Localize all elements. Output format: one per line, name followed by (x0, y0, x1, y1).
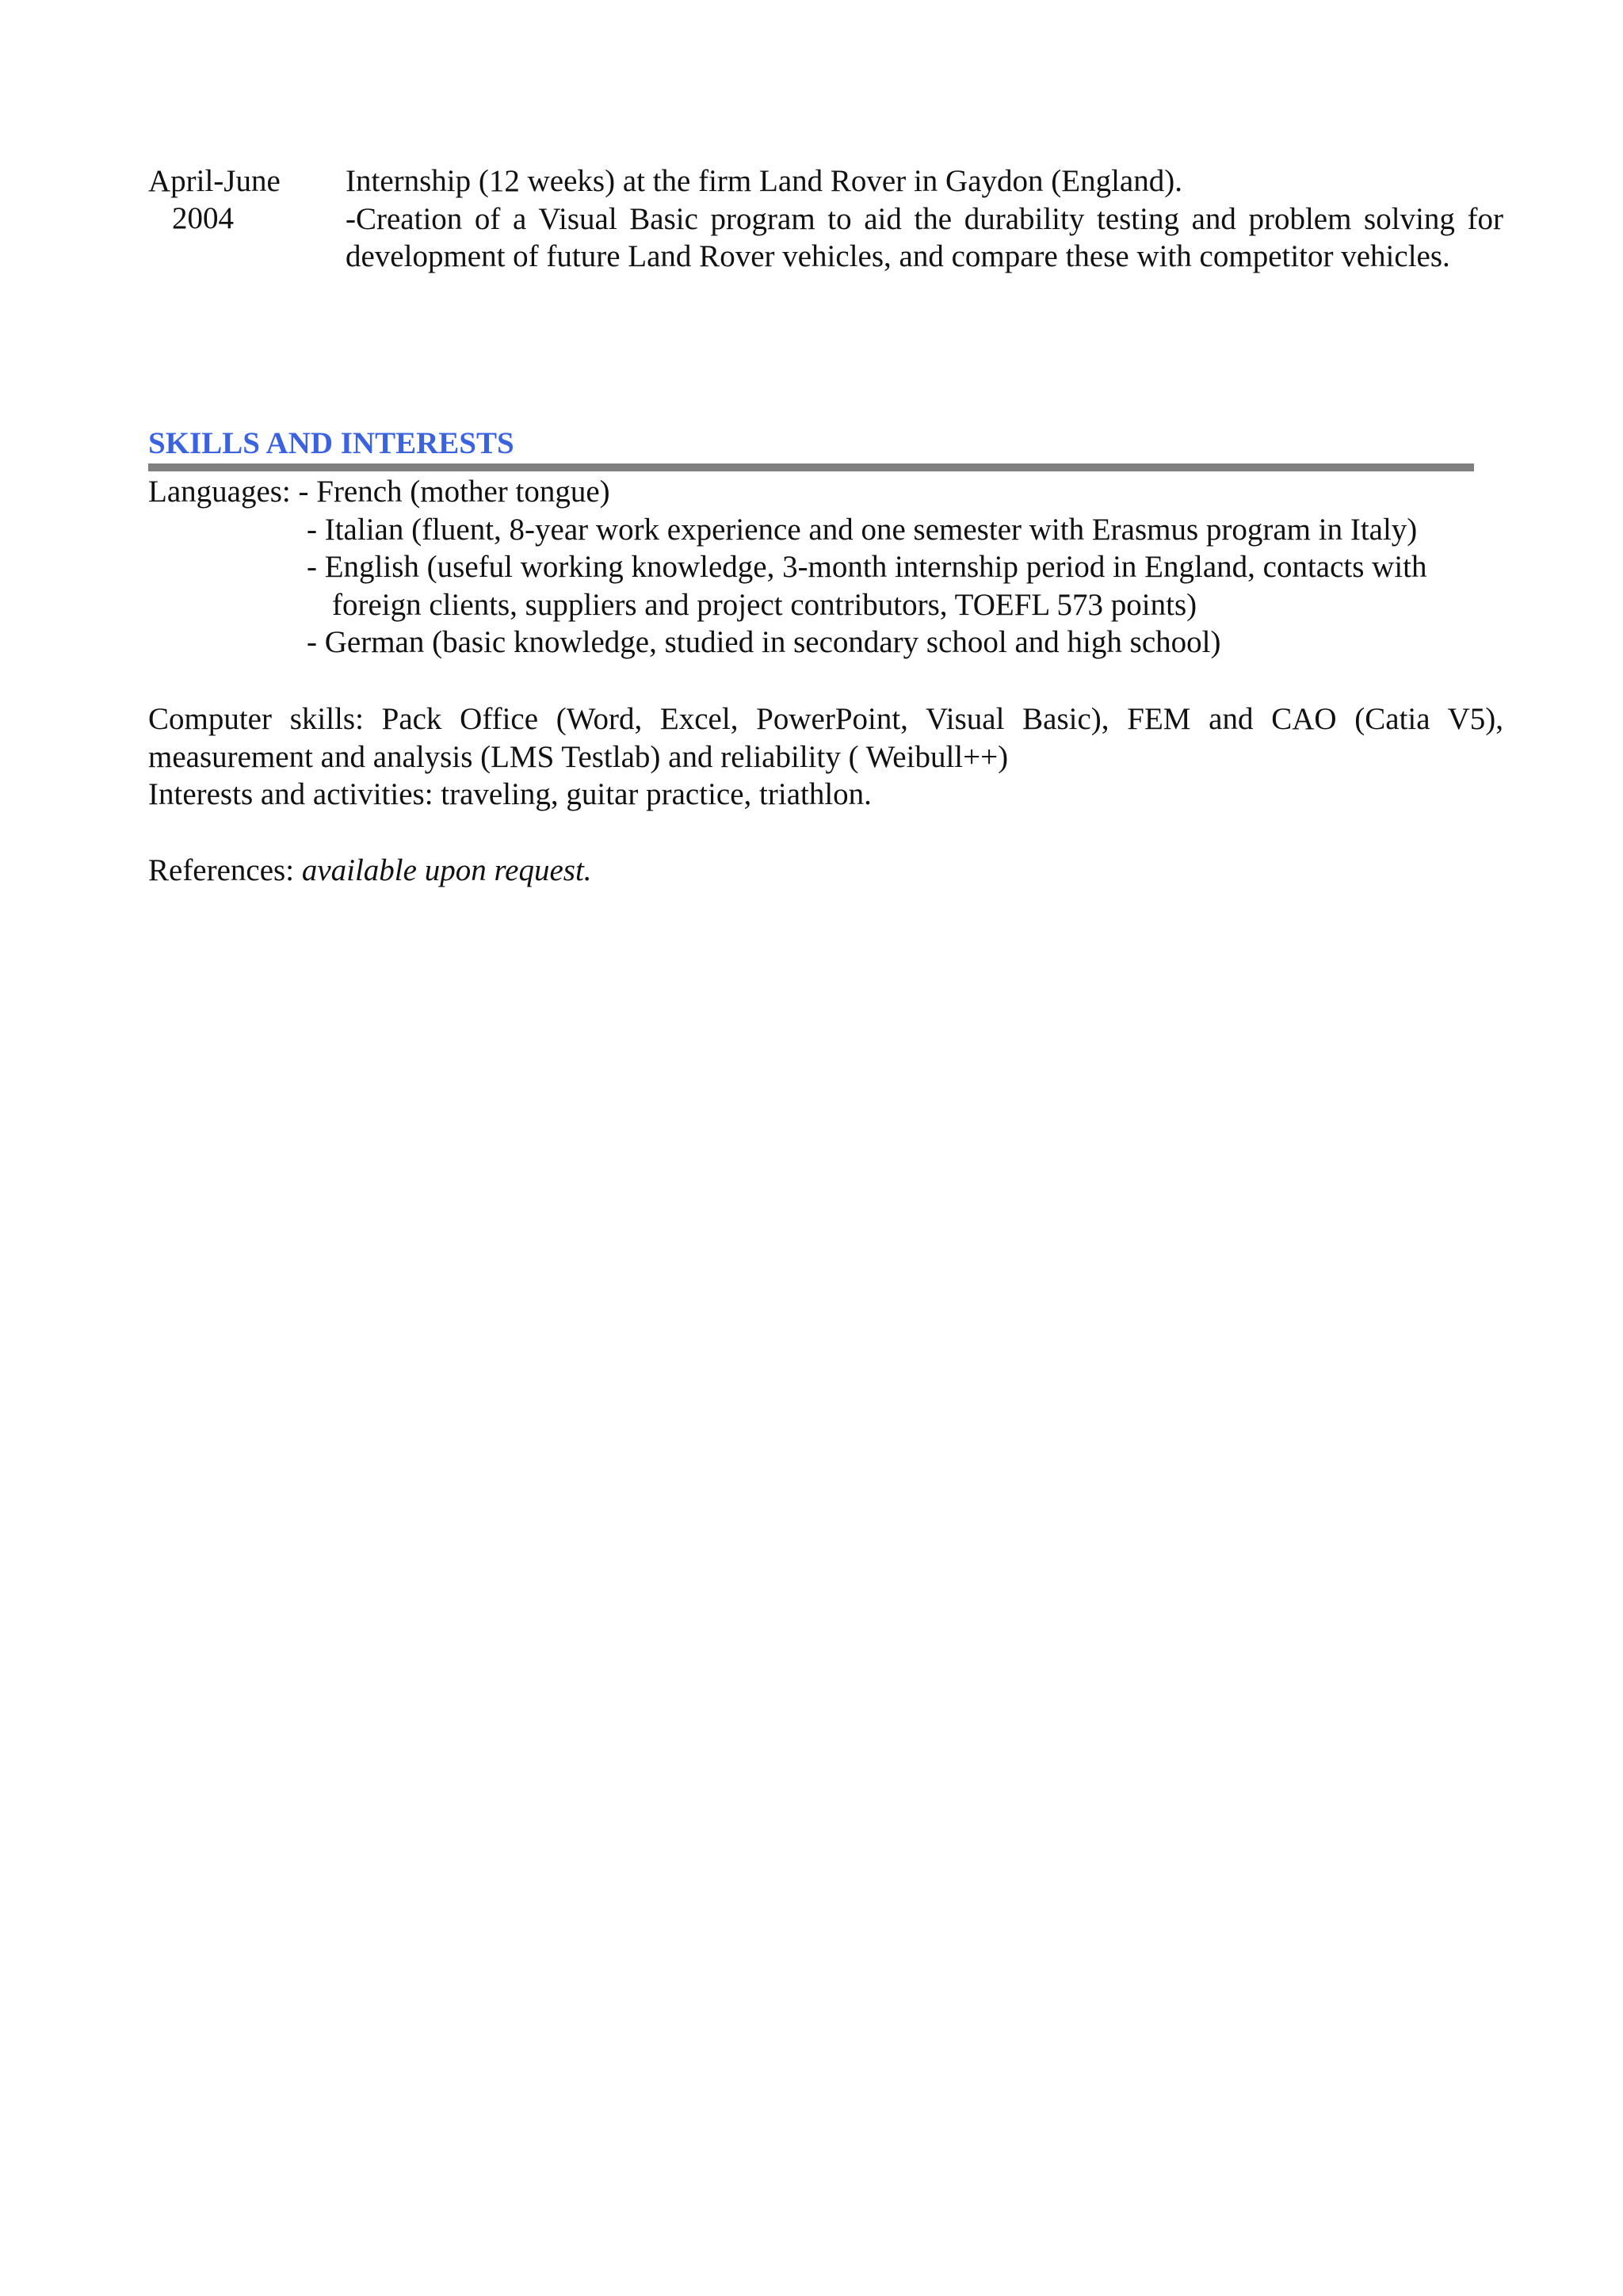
experience-date-year: 2004 (172, 201, 234, 235)
language-french: - French (mother tongue) (298, 475, 610, 509)
language-german: - German (basic knowledge, studied in secondary school and high school) (307, 625, 1221, 659)
section-divider (148, 463, 1474, 471)
experience-date-period: April-June (148, 164, 281, 198)
interests-activities: Interests and activities: traveling, guitar practice, triathlon. (148, 777, 872, 811)
references-value: available upon request. (301, 853, 592, 887)
computer-skills-block (148, 700, 1503, 814)
language-line-french (148, 473, 1503, 511)
language-italian: - Italian (fluent, 8-year work experience and one semester with Erasmus program in Italy) (307, 512, 1418, 547)
references-label: References: (148, 853, 295, 887)
experience-description: -Creation of a Visual Basic program to aid the durability testing and problem solving for development of future Land Rover vehicles, and compare these with competitor vehicles. (346, 201, 1503, 273)
language-english: - English (useful working knowledge, 3-month internship period in England, contacts with (307, 550, 1427, 584)
section-heading-skills: SKILLS AND INTERESTS (148, 426, 514, 460)
languages-label: Languages: (148, 475, 291, 509)
experience-body (346, 162, 1503, 276)
references-line (148, 852, 592, 889)
language-english-continued: foreign clients, suppliers and project contributors, TOEFL 573 points) (332, 587, 1197, 622)
experience-title: Internship (12 weeks) at the firm Land Rover in Gaydon (England). (346, 164, 1182, 198)
experience-date (148, 162, 323, 237)
computer-skills: Computer skills: Pack Office (Word, Excel, PowerPoint, Visual Basic), FEM and CAO (Catia V5), measurement and analysis (LMS Testlab) and reliability ( Weibull++) (148, 702, 1503, 774)
languages-block (148, 473, 1503, 662)
